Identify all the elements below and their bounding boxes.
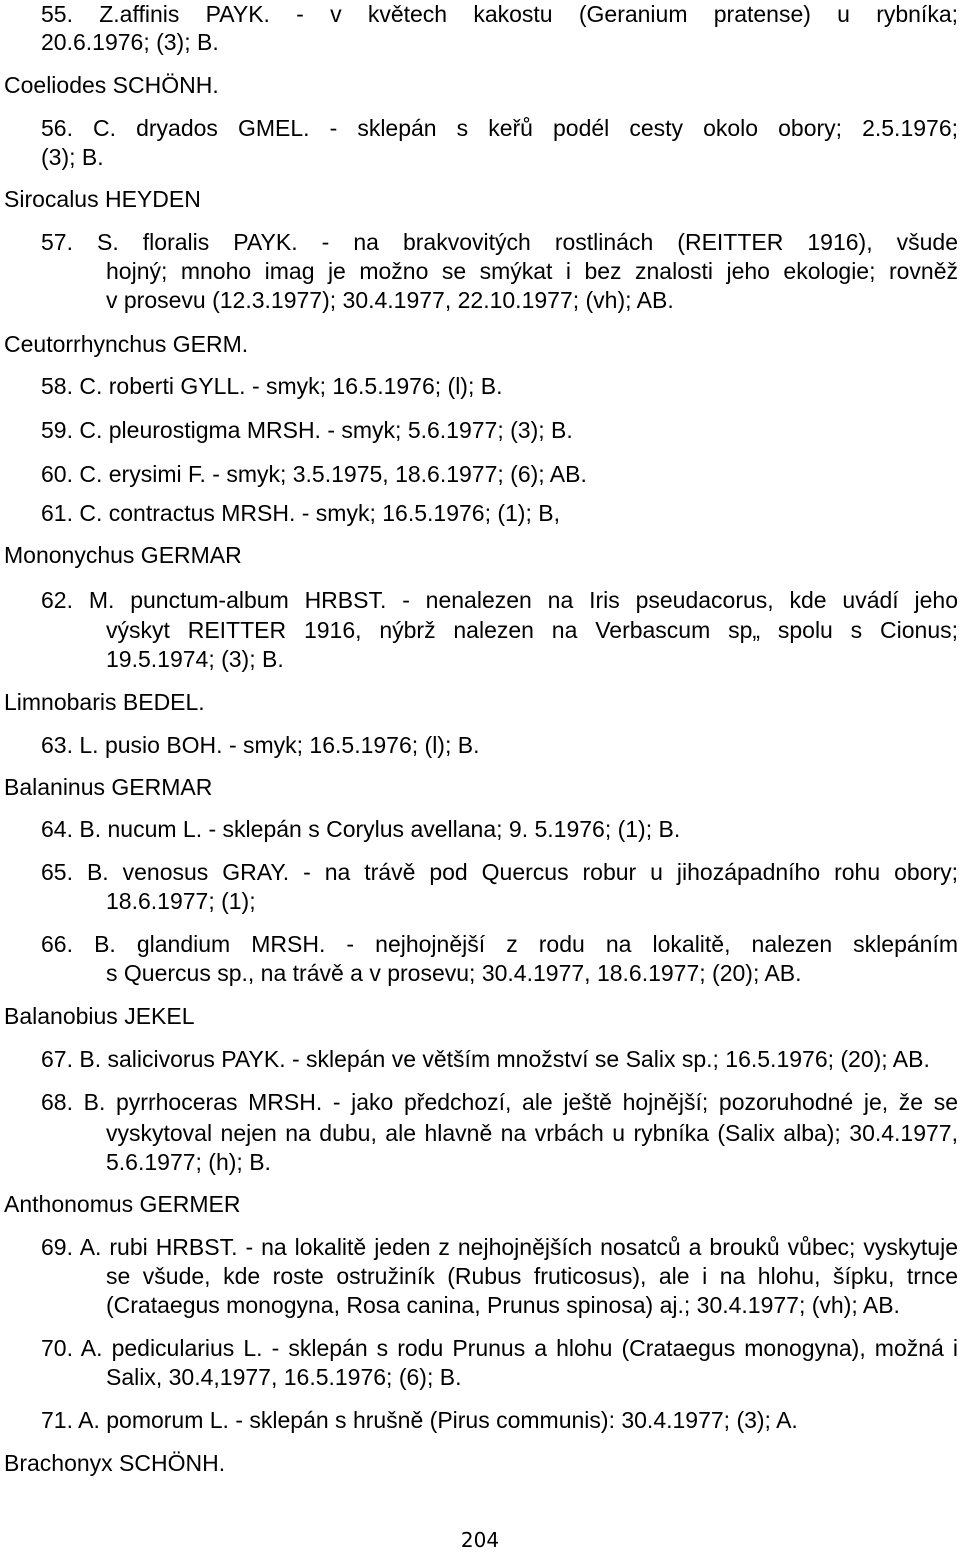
species-number: 59. [41, 417, 73, 443]
species-text: C. dryados GMEL. - sklepán s keřů podél cesty okolo obory; 2.5.1976; [93, 115, 959, 141]
entry-line [41, 1045, 930, 1074]
entry-line: 19.5.1974; (3); B. [106, 646, 284, 672]
species-text: B. venosus GRAY. - na trávě pod Quercus robur u jihozápadního rohu obory; [86, 859, 958, 885]
entry-line [41, 372, 502, 401]
entry-line: 5.6.1977; (h); B. [106, 1149, 271, 1175]
entry-line [41, 416, 573, 445]
entry-line: vyskytoval nejen na dubu, ale hlavně na vrbách u rybníka (Salix alba); 30.4.1977, [106, 1120, 958, 1146]
entry-line: 20.6.1976; (3); B. [41, 29, 219, 55]
entry-line: výskyt REITTER 1916, nýbrž nalezen na Verbascum sp„ spolu s Cionus; [106, 617, 958, 643]
species-text: A. rubi HRBST. - na lokalitě jeden z nejhojnějších nosatců a brouků vůbec; vyskytuje [79, 1234, 958, 1260]
entry-line: v prosevu (12.3.1977); 30.4.1977, 22.10.1977; (vh); AB. [106, 287, 674, 313]
genus-heading: Balaninus GERMAR [4, 774, 213, 800]
entry-line: (3); B. [41, 144, 104, 170]
entry-line [41, 858, 958, 887]
entry-line [41, 1233, 958, 1262]
species-text: A. pedicularius L. - sklepán s rodu Prunus a hlohu (Crataegus monogyna), možná i [80, 1335, 958, 1361]
entry-line [41, 930, 958, 959]
species-text: C. pleurostigma MRSH. - smyk; 5.6.1977; (3); B. [79, 417, 573, 443]
species-text: A. pomorum L. - sklepán s hrušně (Pirus communis): 30.4.1977; (3); A. [78, 1407, 798, 1433]
species-text: S. floralis PAYK. - na brakvovitých rostlinách (REITTER 1916), všude [97, 229, 959, 255]
species-number: 70. [41, 1335, 73, 1361]
species-text: C. erysimi F. - smyk; 3.5.1975, 18.6.1977; (6); AB. [79, 461, 587, 487]
entry-line [41, 586, 958, 615]
entry-line: s Quercus sp., na trávě a v prosevu; 30.4.1977, 18.6.1977; (20); AB. [106, 960, 802, 986]
entry-line [41, 1334, 958, 1363]
species-number: 67. [41, 1046, 73, 1072]
species-number: 63. [41, 732, 73, 758]
species-number: 69. [41, 1234, 73, 1260]
entry-line: hojný; mnoho imag je možno se smýkat i bez znalosti jeho ekologie; rovněž [106, 258, 958, 284]
genus-heading: Coeliodes SCHÖNH. [4, 72, 219, 98]
species-number: 64. [41, 816, 73, 842]
genus-heading: Brachonyx SCHÖNH. [4, 1450, 226, 1476]
species-number: 56. [41, 115, 73, 141]
species-text: B. nucum L. - sklepán s Corylus avellana; 9. 5.1976; (1); B. [79, 816, 681, 842]
species-number: 66. [41, 931, 73, 957]
species-text: B. salicivorus PAYK. - sklepán ve větším množství se Salix sp.; 16.5.1976; (20); AB. [79, 1046, 930, 1072]
genus-heading: Mononychus GERMAR [4, 542, 242, 568]
species-number: 55. [41, 1, 73, 27]
species-number: 68. [41, 1089, 73, 1115]
species-text: Z.affinis PAYK. - v květech kakostu (Geranium pratense) u rybníka; [99, 1, 959, 27]
species-text: C. contractus MRSH. - smyk; 16.5.1976; (1); B, [79, 500, 560, 526]
genus-heading: Balanobius JEKEL [4, 1003, 195, 1029]
species-number: 58. [41, 373, 73, 399]
page-number: 204 [460, 1528, 500, 1552]
species-number: 65. [41, 859, 73, 885]
entry-line: se všude, kde roste ostružiník (Rubus fruticosus), ale i na hlohu, šípku, trnce [106, 1263, 958, 1289]
species-text: C. roberti GYLL. - smyk; 16.5.1976; (l); B. [79, 373, 503, 399]
entry-line [41, 731, 479, 760]
entry-line: 18.6.1977; (1); [106, 888, 256, 914]
species-number: 57. [41, 229, 73, 255]
species-number: 61. [41, 500, 73, 526]
entry-line [41, 460, 587, 489]
entry-line [41, 114, 958, 143]
entry-line: (Crataegus monogyna, Rosa canina, Prunus spinosa) aj.; 30.4.1977; (vh); AB. [106, 1292, 900, 1318]
genus-heading: Ceutorrhynchus GERM. [4, 331, 249, 357]
entry-line [41, 1406, 798, 1435]
genus-heading: Limnobaris BEDEL. [4, 689, 205, 715]
species-text: B. glandium MRSH. - nejhojnější z rodu na lokalitě, nalezen sklepáním [94, 931, 959, 957]
species-number: 71. [41, 1407, 73, 1433]
genus-heading: Anthonomus GERMER [4, 1191, 241, 1217]
species-number: 60. [41, 461, 73, 487]
entry-line [41, 815, 680, 844]
species-text: B. pyrrhoceras MRSH. - jako předchozí, ale ještě hojnější; pozoruhodné je, že se [83, 1089, 959, 1115]
genus-heading: Sirocalus HEYDEN [4, 186, 201, 212]
entry-line [41, 0, 958, 29]
entry-line [41, 228, 958, 257]
entry-line [41, 1088, 958, 1117]
entry-line: Salix, 30.4,1977, 16.5.1976; (6); B. [106, 1364, 462, 1390]
species-number: 62. [41, 587, 73, 613]
species-text: L. pusio BOH. - smyk; 16.5.1976; (l); B. [79, 732, 480, 758]
species-text: M. punctum-album HRBST. - nenalezen na Iris pseudacorus, kde uvádí jeho [88, 587, 959, 613]
entry-line [41, 499, 560, 528]
